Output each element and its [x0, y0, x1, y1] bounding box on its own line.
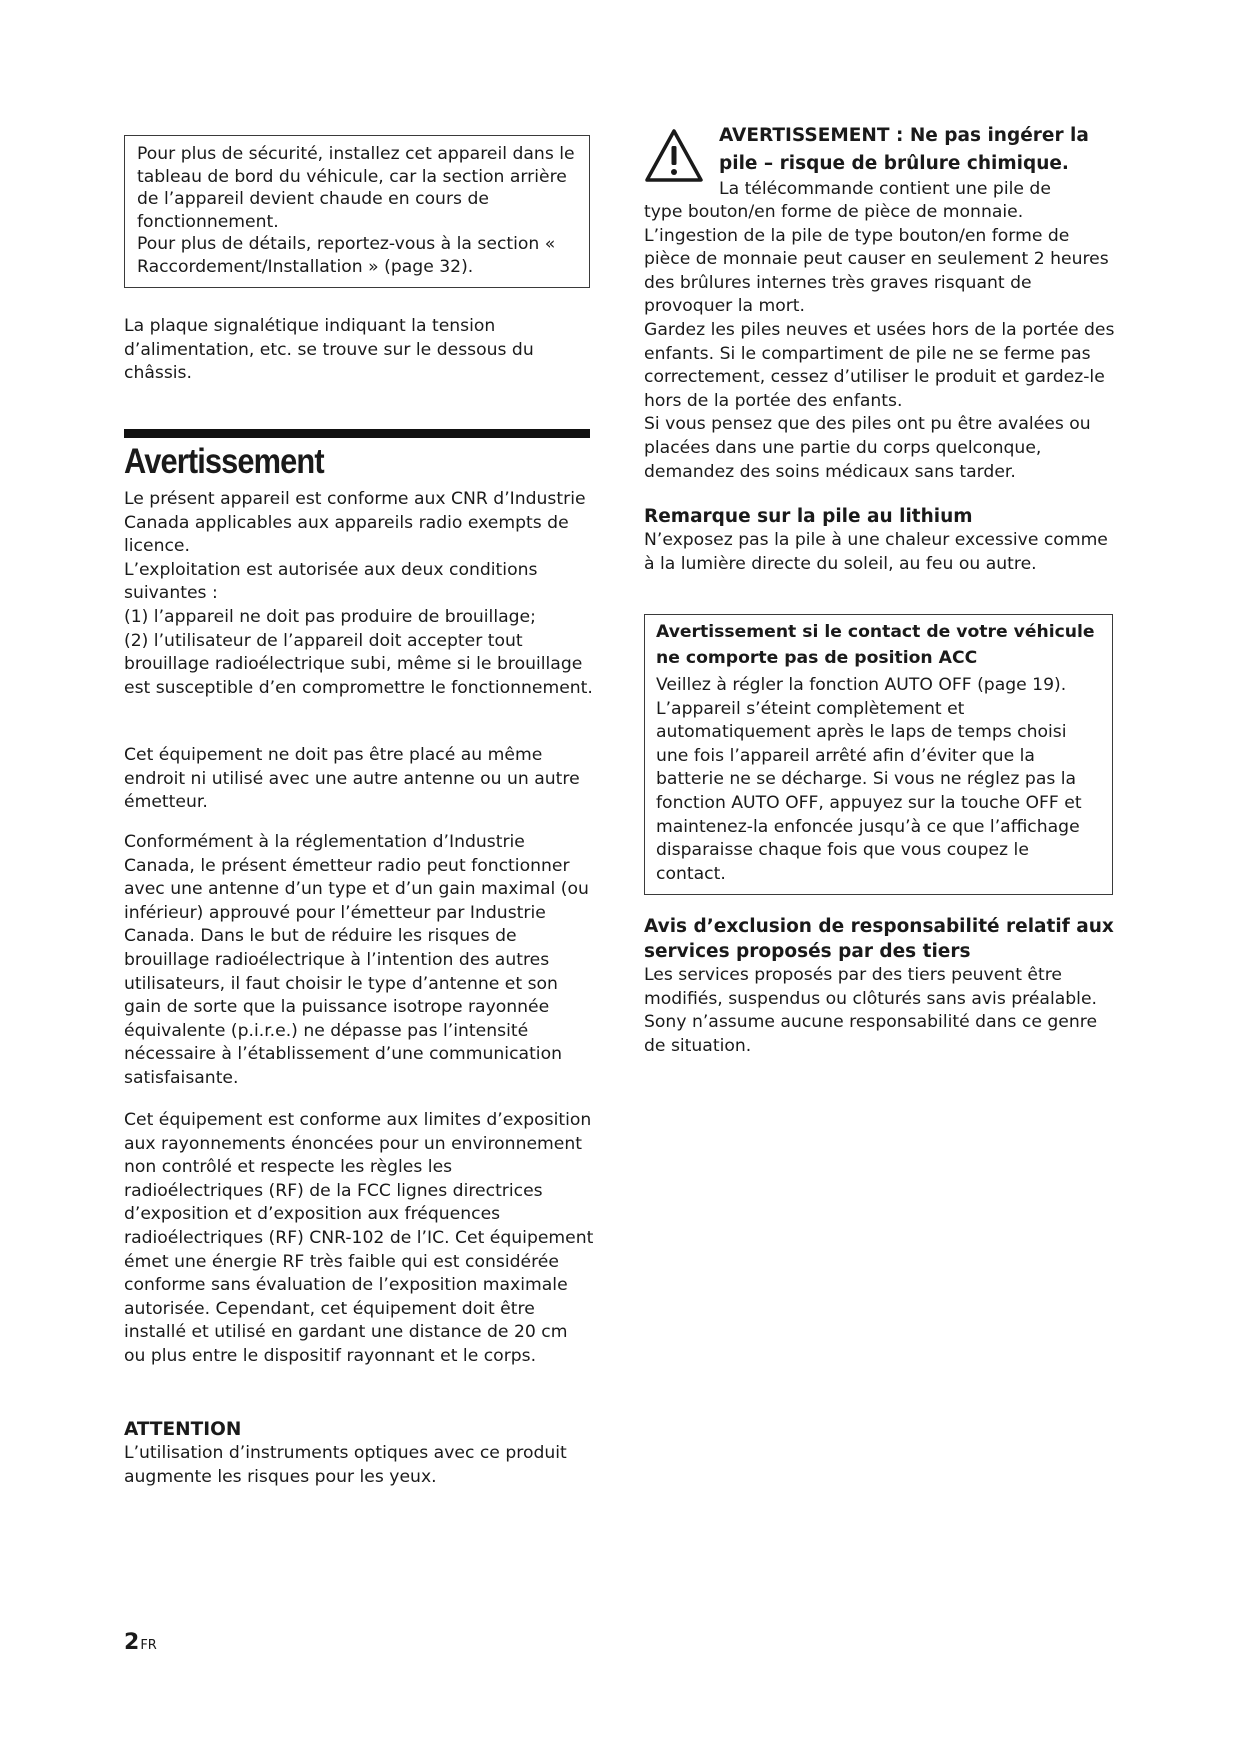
disclaimer-title: Avis d’exclusion de responsabilité relatif aux services proposés par des tiers	[644, 916, 1114, 962]
condition-1-text: (1) l’appareil ne doit pas produire de brouillage;	[124, 606, 536, 627]
antenna-text: Cet équipement ne doit pas être placé au même endroit ni utilisé avec une autre antenne ou un autre émetteur.	[124, 745, 580, 813]
battery-warning-body	[644, 201, 1116, 484]
section-title: Avertissement	[124, 442, 324, 481]
lithium-note-block	[644, 504, 1116, 576]
section-divider	[124, 429, 590, 438]
attention-text: L’utilisation d’instruments optiques avec ce produit augmente les risques pour les yeux.	[124, 1443, 567, 1487]
safety-notice-reference: Pour plus de détails, reportez-vous à la section « Raccordement/Installation » (page 32).	[137, 234, 556, 277]
acc-warning-box	[644, 614, 1113, 895]
attention-block	[124, 1417, 594, 1489]
battery-warning-ingestion: L’ingestion de la pile de type bouton/en forme de pièce de monnaie peut causer en seulement 2 heures des brûlures internes très graves risquant de provoquer la mort.	[644, 225, 1109, 317]
battery-warning-intro: La télécommande contient une pile de	[719, 179, 1051, 199]
regulation-text: Conformément à la réglementation d’Industrie Canada, le présent émetteur radio peut fonctionner avec une antenne d’un type et d’un gain maximal (ou inférieur) approuvé pour l’émetteur par Industrie Canada. Dans le but de réduire les risques de brouillage radioélectrique à l’intention des autres utilisateurs, il faut choisir le type d’antenne et son gain de sorte que la puissance isotrope rayonnée équivalente (p.i.r.e.) ne dépasse pas l’intensité nécessaire à l’établissement d’une communication satisfaisante.	[124, 832, 589, 1088]
lithium-note-text: N’exposez pas la pile à une chaleur excessive comme à la lumière directe du soleil, au feu ou autre.	[644, 530, 1108, 574]
battery-warning-children: Gardez les piles neuves et usées hors de la portée des enfants. Si le compartiment de pile ne se ferme pas correctement, cessez d’utiliser le produit et gardez-le hors de la portée des enfants.	[644, 319, 1115, 411]
page-language: FR	[140, 1638, 157, 1653]
battery-warning-line-1: type bouton/en forme de pièce de monnaie.	[644, 202, 1024, 222]
safety-notice-box	[124, 135, 590, 288]
exposure-text: Cet équipement est conforme aux limites d’exposition aux rayonnements énoncées pour un environnement non contrôlé et respecte les règles les radioélectriques (RF) de la FCC lignes directrices d’exposition et d’exposition aux fréquences radioélectriques (RF) CNR-102 de l’IC. Cet équipement émet une énergie RF très faible qui est considérée conforme sans évaluation de l’exposition maximale autorisée. Cependant, cet équipement doit être installé et utilisé en gardant une distance de 20 cm ou plus entre le dispositif rayonnant et le corps.	[124, 1110, 594, 1366]
disclaimer-text: Les services proposés par des tiers peuvent être modifiés, suspendus ou clôturés sans avis préalable. Sony n’assume aucune responsabilité dans ce genre de situation.	[644, 965, 1098, 1056]
battery-warning-title: AVERTISSEMENT : Ne pas ingérer la pile – risque de brûlure chimique.	[719, 125, 1089, 174]
page-number-value: 2	[124, 1630, 140, 1655]
cnr-text: Le présent appareil est conforme aux CNR d’Industrie Canada applicables aux appareils radio exempts de licence.	[124, 489, 586, 557]
safety-notice-text: Pour plus de sécurité, installez cet appareil dans le tableau de bord du véhicule, car la section arrière de l’appareil devient chaude en cours de fonctionnement.	[137, 144, 575, 232]
acc-warning-text: L’appareil s’éteint complètement et automatiquement après le laps de temps choisi une fois l’appareil arrêté afin d’éviter que la batterie ne se décharge. Si vous ne réglez pas la fonction AUTO OFF, appuyez sur la touche OFF et maintenez-la enfoncée jusqu’à ce que l’affichage disparaisse chaque fois que vous coupez le contact.	[656, 698, 1082, 884]
battery-warning-medical: Si vous pensez que des piles ont pu être avalées ou placées dans une partie du corps quelconque, demandez des soins médicaux sans tarder.	[644, 414, 1091, 482]
cnr-compliance-block	[124, 488, 594, 700]
disclaimer-block	[644, 914, 1116, 1058]
rating-plate-text: La plaque signalétique indiquant la tension d’alimentation, etc. se trouve sur le dessous du châssis.	[124, 316, 534, 384]
acc-warning-title: Avertissement si le contact de votre véhicule ne comporte pas de position ACC	[656, 622, 1095, 668]
acc-warning-auto-off: Veillez à régler la fonction AUTO OFF (page 19).	[656, 675, 1067, 695]
condition-2-text: (2) l’utilisateur de l’appareil doit accepter tout brouillage radioélectrique subi, même si le brouillage est susceptible d’en compromettre le fonctionnement.	[124, 630, 593, 698]
battery-warning-title-block	[719, 122, 1119, 178]
page-number	[124, 1630, 157, 1655]
exploitation-text: L’exploitation est autorisée aux deux conditions suivantes :	[124, 559, 538, 604]
lithium-note-title: Remarque sur la pile au lithium	[644, 506, 973, 527]
attention-title: ATTENTION	[124, 1419, 242, 1440]
warning-triangle-icon	[644, 128, 704, 184]
